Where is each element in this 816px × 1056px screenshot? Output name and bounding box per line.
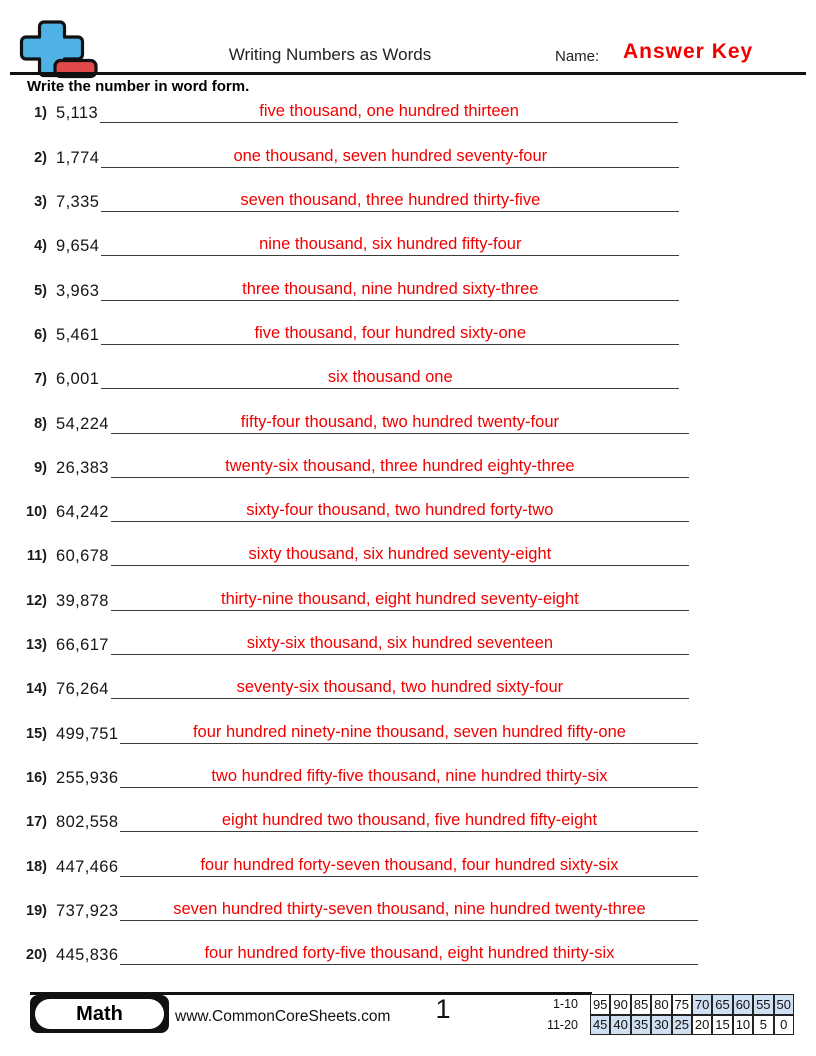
question-numeral: 39,878 [56, 591, 109, 610]
score-cell: 50 [774, 994, 794, 1015]
question-number: 17) [26, 814, 47, 831]
question-row [0, 301, 816, 345]
question-numeral: 76,264 [56, 680, 109, 699]
question-list [0, 79, 816, 965]
answer-blank-line [111, 633, 689, 655]
question-numeral: 737,923 [56, 901, 119, 920]
answer-text: sixty-four thousand, two hundred forty-two [246, 501, 554, 520]
website-url: www.CommonCoreSheets.com [175, 1008, 391, 1025]
answer-text: five thousand, four hundred sixty-one [254, 323, 527, 342]
score-range-label: 11-20 [546, 1017, 578, 1032]
answer-blank-line [101, 234, 679, 256]
question-number: 3) [34, 193, 47, 210]
answer-text: two hundred fifty-five thousand, nine hundred thirty-six [211, 767, 608, 785]
score-cell: 40 [610, 1015, 630, 1036]
grading-score-table [500, 994, 794, 1035]
subject-badge-label: Math [35, 999, 164, 1029]
question-numeral: 54,224 [56, 414, 109, 433]
question-numeral: 1,774 [56, 148, 100, 167]
answer-blank-line [111, 589, 689, 611]
score-cell: 80 [651, 994, 671, 1015]
question-row [0, 256, 816, 300]
question-row [0, 566, 816, 610]
score-cell: 85 [631, 994, 651, 1015]
question-number: 19) [26, 902, 47, 919]
score-cell: 45 [590, 1015, 610, 1036]
question-row [0, 212, 816, 256]
question-number: 9) [34, 459, 47, 476]
question-numeral: 499,751 [56, 724, 119, 743]
answer-blank-line [120, 766, 698, 788]
question-numeral: 447,466 [56, 857, 119, 876]
question-number: 7) [34, 371, 47, 388]
name-label: Name: [555, 48, 600, 65]
question-number: 10) [26, 504, 47, 521]
answer-text: four hundred ninety-nine thousand, seven hundred fifty-one [192, 722, 626, 741]
question-numeral: 26,383 [56, 458, 109, 477]
question-row [0, 168, 816, 212]
worksheet-title: Writing Numbers as Words [228, 45, 432, 64]
answer-text: four hundred forty-seven thousand, four hundred sixty-six [200, 855, 619, 874]
score-cell: 70 [692, 994, 712, 1015]
answer-text: thirty-nine thousand, eight hundred seventy-eight [221, 589, 579, 608]
question-numeral: 3,963 [56, 281, 100, 300]
answer-text: sixty-six thousand, six hundred seventeen [246, 634, 554, 653]
answer-blank-line [101, 279, 679, 301]
score-cell: 90 [610, 994, 630, 1015]
answer-blank-line [120, 899, 698, 921]
page-number: 1 [435, 994, 451, 1024]
answer-blank-line [101, 323, 679, 345]
plus-minus-math-logo-icon [18, 20, 98, 80]
question-number: 2) [34, 149, 47, 166]
score-cell: 75 [672, 994, 692, 1015]
question-number: 4) [34, 238, 47, 255]
answer-blank-line [111, 544, 689, 566]
question-numeral: 6,001 [56, 370, 100, 389]
score-cell: 10 [733, 1015, 753, 1036]
answer-text: five thousand, one hundred thirteen [259, 102, 519, 121]
question-numeral: 5,461 [56, 325, 100, 344]
score-range-label: 1-10 [552, 997, 578, 1012]
score-cell: 0 [774, 1015, 794, 1036]
question-numeral: 66,617 [56, 636, 109, 655]
question-numeral: 255,936 [56, 769, 119, 787]
answer-text: seventy-six thousand, two hundred sixty-four [236, 678, 564, 697]
answer-blank-line [111, 412, 689, 434]
score-cell: 25 [672, 1015, 692, 1036]
question-number: 5) [34, 282, 47, 299]
score-cell: 20 [692, 1015, 712, 1036]
answer-text: four hundred forty-five thousand, eight hundred thirty-six [204, 944, 615, 963]
score-cell: 60 [733, 994, 753, 1015]
answer-blank-line [120, 810, 698, 832]
question-number: 18) [26, 858, 47, 875]
question-number: 11) [26, 548, 47, 565]
answer-blank-line [100, 101, 678, 123]
score-cell: 35 [631, 1015, 651, 1036]
answer-text: twenty-six thousand, three hundred eighty-three [225, 456, 575, 475]
answer-blank-line [120, 943, 698, 965]
question-row [0, 123, 816, 167]
score-cell: 65 [712, 994, 732, 1015]
header-divider [10, 72, 806, 75]
question-numeral: 7,335 [56, 192, 100, 211]
answer-blank-line [120, 722, 698, 744]
question-row [0, 921, 816, 965]
answer-text: sixty thousand, six hundred seventy-eight [248, 545, 552, 564]
question-numeral: 64,242 [56, 503, 109, 522]
question-numeral: 445,836 [56, 946, 119, 965]
answer-text: seven thousand, three hundred thirty-five [240, 190, 541, 209]
answer-key-text: Answer Key [623, 40, 754, 63]
question-numeral: 5,113 [56, 104, 99, 123]
answer-text: six thousand one [327, 368, 453, 387]
question-row [0, 389, 816, 433]
answer-text: one thousand, seven hundred seventy-four [233, 146, 548, 165]
subject-badge [30, 995, 169, 1033]
question-number: 20) [26, 947, 47, 964]
score-cell: 95 [590, 994, 610, 1015]
question-row [0, 877, 816, 921]
question-row [0, 788, 816, 832]
score-cell: 15 [712, 1015, 732, 1036]
question-numeral: 9,654 [56, 237, 100, 256]
answer-blank-line [111, 456, 689, 478]
question-row [0, 832, 816, 876]
question-row [0, 522, 816, 566]
question-row [0, 345, 816, 389]
question-row [0, 611, 816, 655]
question-row [0, 79, 816, 123]
answer-blank-line [101, 367, 679, 389]
question-row [0, 699, 816, 743]
question-numeral: 60,678 [56, 547, 109, 566]
instruction-text: Write the number in word form. [27, 78, 250, 95]
question-number: 12) [26, 592, 47, 609]
question-row [0, 744, 816, 788]
answer-blank-line [101, 146, 679, 168]
score-cell: 55 [753, 994, 773, 1015]
answer-text: nine thousand, six hundred fifty-four [259, 235, 522, 254]
question-number: 13) [26, 637, 47, 654]
answer-blank-line [101, 190, 679, 212]
answer-blank-line [111, 500, 689, 522]
question-row [0, 434, 816, 478]
question-row [0, 655, 816, 699]
answer-text: three thousand, nine hundred sixty-three [242, 279, 539, 298]
score-cell: 5 [753, 1015, 773, 1036]
answer-text: eight hundred two thousand, five hundred fifty-eight [221, 811, 598, 830]
score-cell: 30 [651, 1015, 671, 1036]
answer-blank-line [120, 855, 698, 877]
question-number: 6) [34, 326, 47, 343]
question-number: 15) [26, 725, 47, 742]
question-number: 14) [26, 681, 47, 698]
question-row [0, 478, 816, 522]
answer-text: fifty-four thousand, two hundred twenty-four [240, 412, 559, 431]
answer-text: seven hundred thirty-seven thousand, nine hundred twenty-three [173, 899, 646, 918]
question-number: 1) [34, 105, 47, 122]
question-number: 8) [34, 415, 47, 432]
question-numeral: 802,558 [56, 813, 119, 832]
question-number: 16) [26, 770, 47, 786]
answer-blank-line [111, 677, 689, 699]
